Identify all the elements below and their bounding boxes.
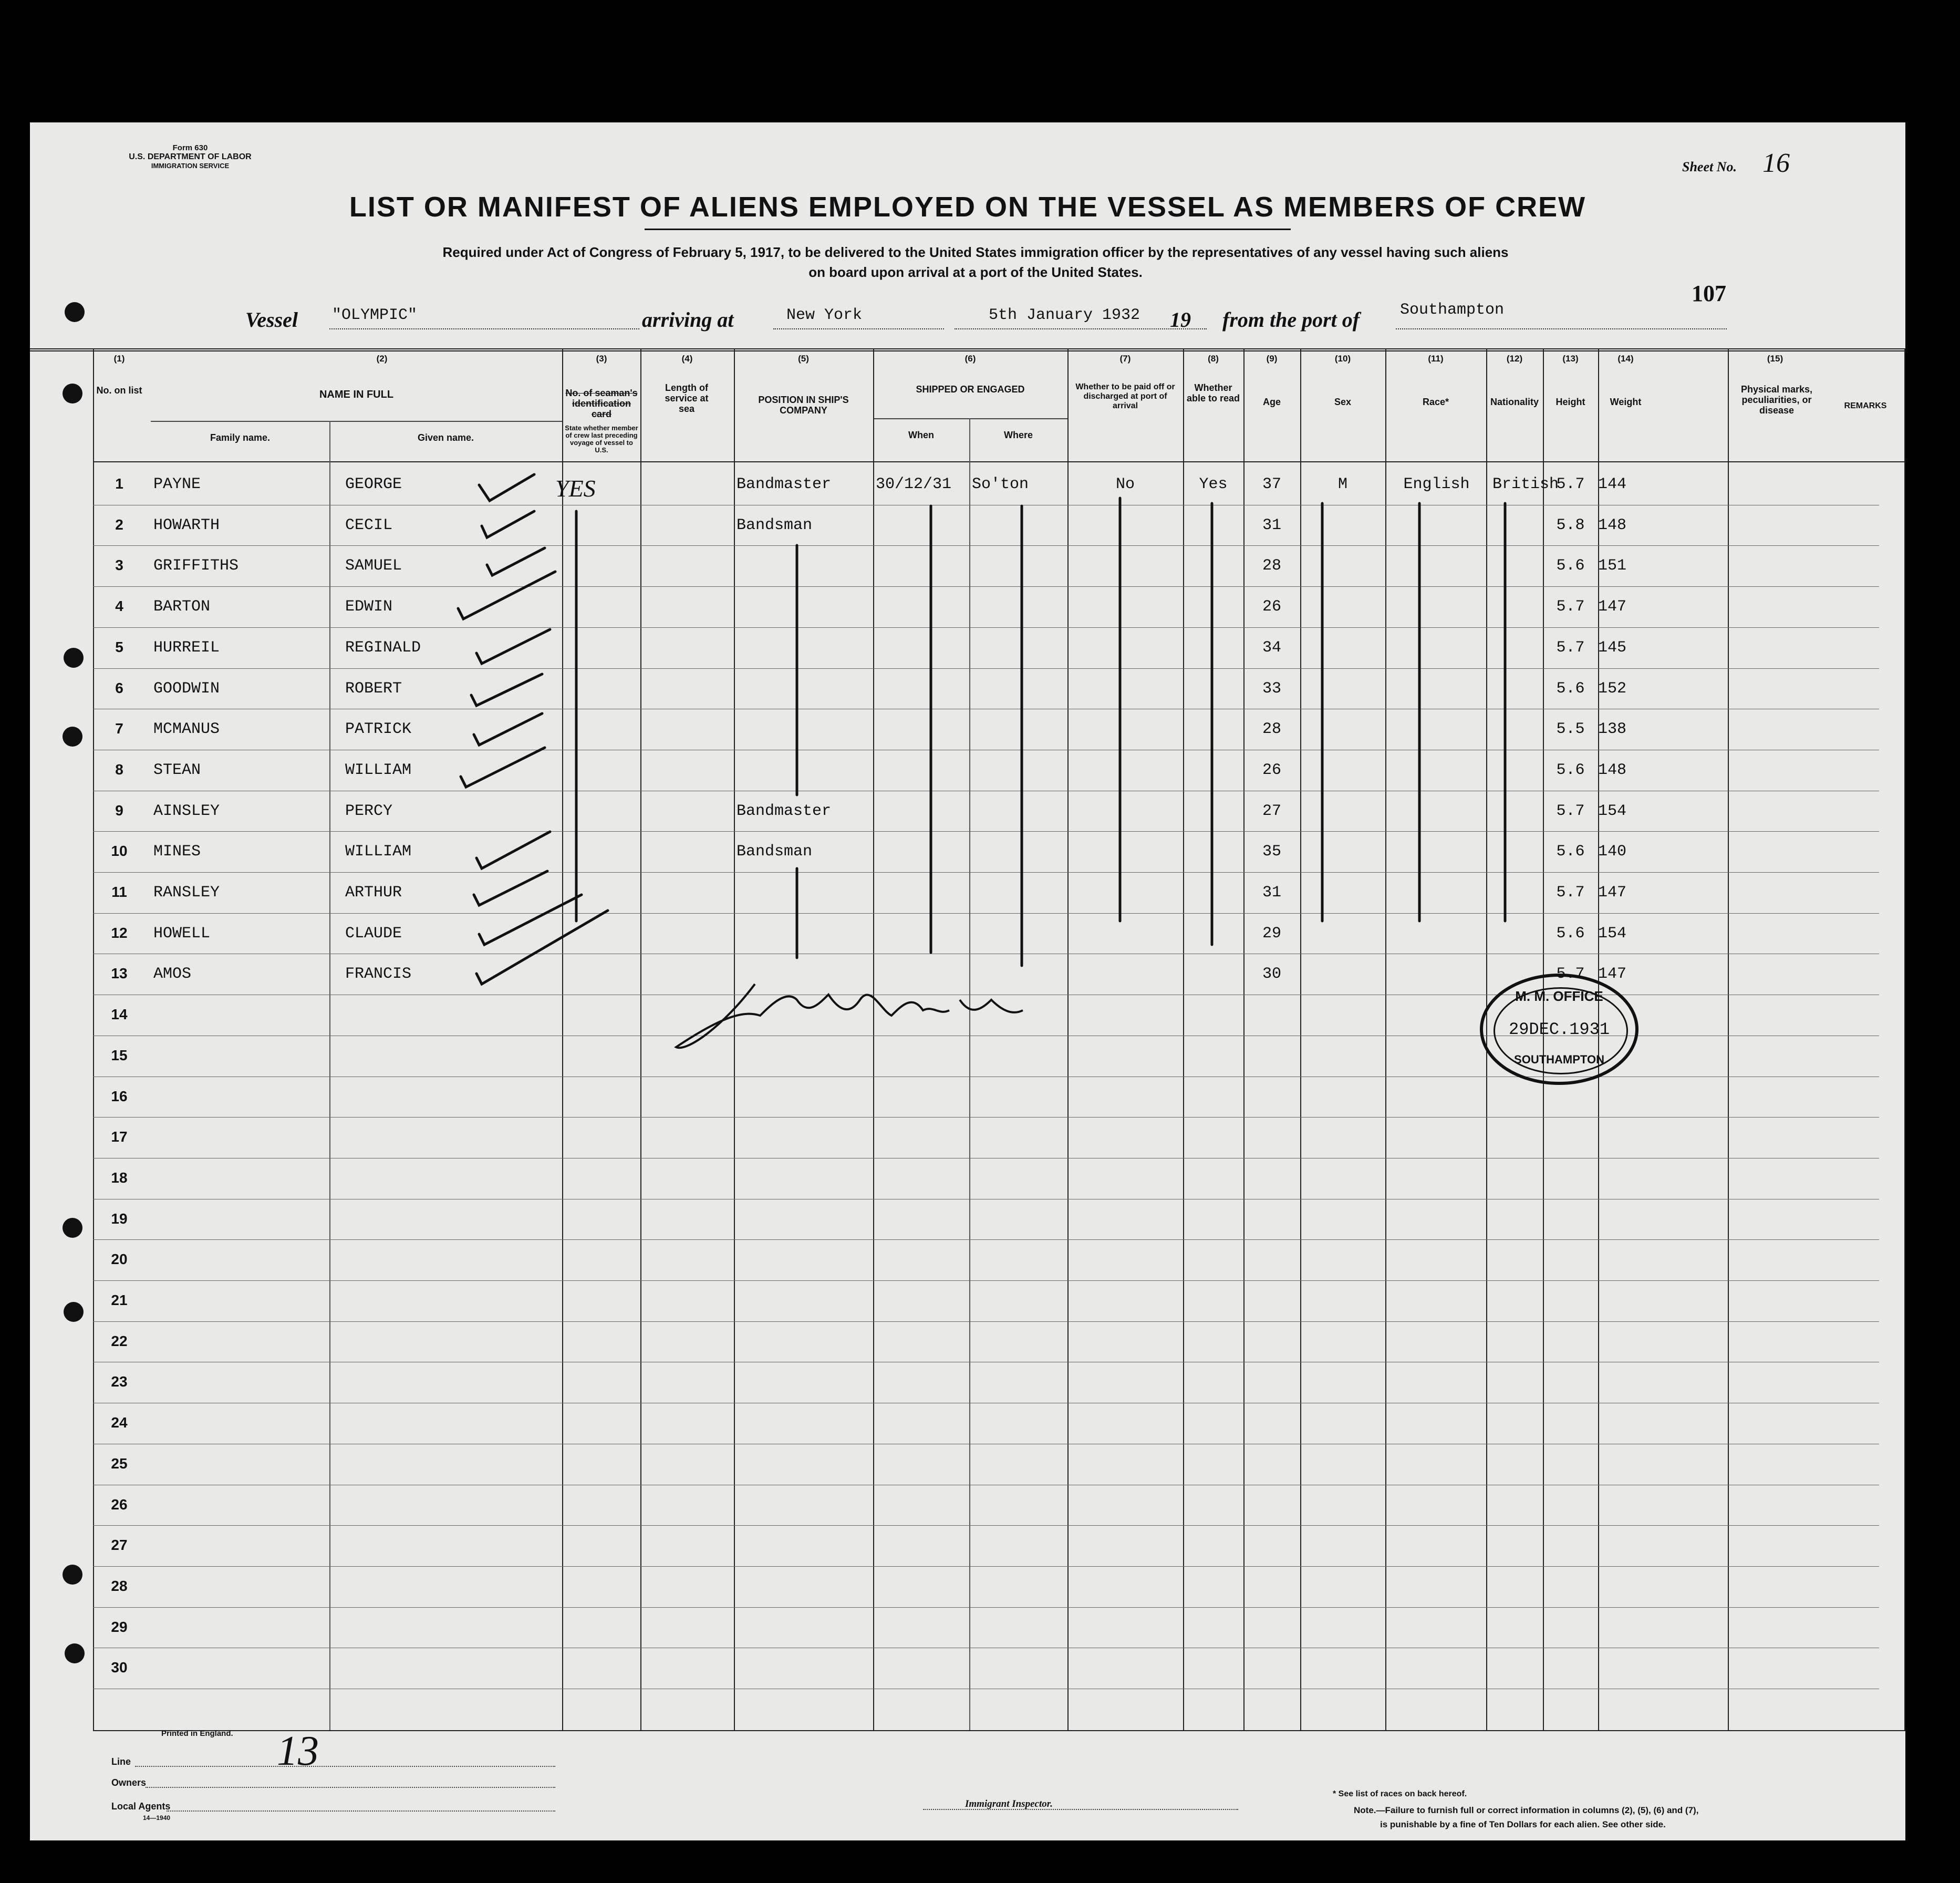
check-mark-icon bbox=[479, 474, 534, 501]
col-2-header: NAME IN FULL bbox=[319, 389, 394, 400]
row-13-height: 5.7 bbox=[1556, 965, 1585, 984]
from-port: Southampton bbox=[1400, 301, 1505, 319]
row-1-paid: No bbox=[1115, 475, 1135, 493]
row-1-age: 37 bbox=[1262, 475, 1281, 493]
row-6-height: 5.6 bbox=[1556, 679, 1585, 698]
agents-underline bbox=[167, 1810, 555, 1812]
row-8-height: 5.6 bbox=[1556, 761, 1585, 779]
punch-hole bbox=[63, 1218, 82, 1238]
row-5-weight: 145 bbox=[1598, 638, 1627, 657]
fine-note-line-1: Note.—Failure to furnish full or correct information in columns (2), (5), (6) and (7), bbox=[1354, 1805, 1699, 1815]
row-1-no: 1 bbox=[115, 475, 123, 492]
row-14-no: 14 bbox=[111, 1006, 128, 1023]
row-6-given: ROBERT bbox=[345, 679, 402, 698]
row-23-no: 23 bbox=[111, 1373, 128, 1390]
row-10-position: Bandsman bbox=[737, 843, 813, 861]
row-5-height: 5.7 bbox=[1556, 638, 1585, 657]
subtitle-line-1: Required under Act of Congress of February 5, 1917, to be delivered to the United States immigration officer by the representatives of any vessel having such aliens bbox=[442, 244, 1509, 260]
from-port-label: from the port of bbox=[1222, 308, 1360, 332]
col-7-header: Whether to be paid off or discharged at port of arrival bbox=[1075, 382, 1175, 410]
service-name: IMMIGRATION SERVICE bbox=[151, 162, 230, 170]
row-20-no: 20 bbox=[111, 1251, 128, 1268]
row-12-height: 5.6 bbox=[1556, 924, 1585, 943]
col-12-header: Nationality bbox=[1490, 397, 1539, 407]
row-3-height: 5.6 bbox=[1556, 557, 1585, 575]
row-9-weight: 154 bbox=[1598, 802, 1627, 820]
punch-hole bbox=[65, 302, 85, 322]
row-1-height: 5.7 bbox=[1556, 475, 1585, 493]
row-4-family: BARTON bbox=[153, 598, 211, 616]
row-13-weight: 147 bbox=[1598, 965, 1627, 984]
row-25-no: 25 bbox=[111, 1455, 128, 1472]
row-27-no: 27 bbox=[111, 1537, 128, 1554]
col-3b-header: State whether member of crew last preceding voyage of vessel to U.S. bbox=[565, 424, 638, 454]
form-code: 14—1940 bbox=[143, 1814, 171, 1822]
row-1-where: So'ton bbox=[972, 475, 1029, 493]
office-stamp bbox=[1480, 974, 1638, 1085]
row-1-when: 30/12/31 bbox=[876, 475, 952, 493]
stamp-date: 29DEC.1931 bbox=[1508, 1020, 1610, 1039]
col-5-header: POSITION IN SHIP'S COMPANY bbox=[758, 395, 849, 416]
punch-hole bbox=[64, 648, 84, 668]
row-11-given: ARTHUR bbox=[345, 884, 402, 902]
check-mark-icon bbox=[474, 871, 547, 905]
punch-hole bbox=[63, 1565, 82, 1585]
col-1-header: No. on list bbox=[96, 385, 142, 396]
vessel-label: Vessel bbox=[245, 308, 298, 332]
row-12-no: 12 bbox=[111, 924, 128, 941]
check-mark-icon bbox=[487, 548, 545, 575]
row-7-weight: 138 bbox=[1598, 720, 1627, 739]
col-2-number: (2) bbox=[376, 354, 388, 364]
col-14-number: (14) bbox=[1617, 354, 1634, 364]
row-21-no: 21 bbox=[111, 1292, 128, 1308]
row-2-height: 5.8 bbox=[1556, 516, 1585, 534]
row-4-weight: 147 bbox=[1598, 598, 1627, 616]
check-mark-icon bbox=[476, 629, 550, 664]
line-underline bbox=[135, 1766, 555, 1767]
punch-hole bbox=[65, 1643, 85, 1663]
row-5-family: HURREIL bbox=[153, 638, 220, 657]
row-8-given: WILLIAM bbox=[345, 761, 412, 779]
row-3-weight: 151 bbox=[1598, 557, 1627, 575]
row-13-given: FRANCIS bbox=[345, 965, 412, 984]
row-4-no: 4 bbox=[115, 598, 123, 615]
col-8-header: Whether able to read bbox=[1186, 382, 1240, 404]
row-13-age: 30 bbox=[1262, 965, 1281, 984]
row-15-no: 15 bbox=[111, 1047, 128, 1063]
row-1-given: GEORGE bbox=[345, 475, 402, 493]
row-7-no: 7 bbox=[115, 720, 123, 737]
row-4-given: EDWIN bbox=[345, 598, 393, 616]
row-12-weight: 154 bbox=[1598, 924, 1627, 943]
row-8-weight: 148 bbox=[1598, 761, 1627, 779]
row-3-family: GRIFFITHS bbox=[153, 557, 239, 575]
sheet-number: 16 bbox=[1762, 148, 1790, 178]
manifest-sheet bbox=[30, 122, 1905, 1840]
row-10-family: MINES bbox=[153, 843, 201, 861]
row-11-height: 5.7 bbox=[1556, 884, 1585, 902]
subtitle-line-2: on board upon arrival at a port of the United States. bbox=[808, 264, 1143, 280]
row-3-no: 3 bbox=[115, 557, 123, 574]
form-number: Form 630 bbox=[172, 143, 208, 152]
row-1-sex: M bbox=[1337, 475, 1347, 493]
year-prefix: 19 bbox=[1170, 308, 1191, 332]
row-9-given: PERCY bbox=[345, 802, 393, 820]
row-12-age: 29 bbox=[1262, 924, 1281, 943]
punch-hole bbox=[64, 1302, 84, 1322]
col-5-number: (5) bbox=[798, 354, 809, 364]
stamp-bottom-text: SOUTHAMPTON bbox=[1514, 1053, 1604, 1066]
row-24-no: 24 bbox=[111, 1414, 128, 1431]
check-mark-icon bbox=[479, 895, 582, 945]
col-6-number: (6) bbox=[965, 354, 976, 364]
row-9-position: Bandmaster bbox=[737, 802, 832, 820]
row-10-height: 5.6 bbox=[1556, 843, 1585, 861]
col-9-number: (9) bbox=[1266, 354, 1278, 364]
col-2a-header: Family name. bbox=[210, 432, 271, 443]
line-label: Line bbox=[111, 1756, 131, 1767]
row-1-race: English bbox=[1403, 475, 1470, 493]
col-15-number: (15) bbox=[1767, 354, 1783, 364]
races-note: * See list of races on back hereof. bbox=[1333, 1789, 1467, 1798]
fine-note-line-2: is punishable by a fine of Ten Dollars for each alien. See other side. bbox=[1380, 1819, 1666, 1829]
col-6b-header: Where bbox=[1003, 430, 1033, 440]
col-16-header: REMARKS bbox=[1844, 401, 1887, 410]
row-11-no: 11 bbox=[111, 884, 127, 900]
row-6-age: 33 bbox=[1262, 679, 1281, 698]
col-11-number: (11) bbox=[1428, 354, 1444, 364]
sheet-label: Sheet No. bbox=[1682, 159, 1737, 174]
col-1-number: (1) bbox=[113, 354, 125, 364]
row-7-given: PATRICK bbox=[345, 720, 412, 739]
row-10-no: 10 bbox=[111, 843, 128, 860]
row-13-family: AMOS bbox=[153, 965, 192, 984]
row-6-no: 6 bbox=[115, 679, 123, 696]
row-7-height: 5.5 bbox=[1556, 720, 1585, 739]
row-9-family: AINSLEY bbox=[153, 802, 220, 820]
row-1-weight: 144 bbox=[1598, 475, 1627, 493]
printed-in-label: Printed in England. bbox=[161, 1729, 233, 1738]
department-name: U.S. DEPARTMENT OF LABOR bbox=[129, 152, 252, 161]
row-1-read: Yes bbox=[1199, 475, 1228, 493]
row-26-no: 26 bbox=[111, 1496, 128, 1513]
col-14-header: Weight bbox=[1610, 397, 1642, 407]
row-12-family: HOWELL bbox=[153, 924, 211, 943]
row-2-position: Bandsman bbox=[737, 516, 813, 534]
row-16-no: 16 bbox=[111, 1088, 128, 1104]
col-13-number: (13) bbox=[1562, 354, 1579, 364]
row-1-position: Bandmaster bbox=[737, 475, 832, 493]
col-4-number: (4) bbox=[681, 354, 693, 364]
check-mark-icon bbox=[476, 911, 608, 984]
row-9-no: 9 bbox=[115, 802, 123, 819]
reference-number: 107 bbox=[1692, 281, 1726, 306]
row-10-given: WILLIAM bbox=[345, 843, 412, 861]
row-5-given: REGINALD bbox=[345, 638, 421, 657]
row-7-family: MCMANUS bbox=[153, 720, 220, 739]
check-mark-icon bbox=[476, 832, 550, 868]
row-5-age: 34 bbox=[1262, 638, 1281, 657]
row-3-age: 28 bbox=[1262, 557, 1281, 575]
row-9-age: 27 bbox=[1262, 802, 1281, 820]
row-2-given: CECIL bbox=[345, 516, 393, 534]
inspector-label: Immigrant Inspector. bbox=[965, 1798, 1053, 1809]
col-6a-header: When bbox=[908, 430, 934, 440]
row-11-family: RANSLEY bbox=[153, 884, 220, 902]
row-2-family: HOWARTH bbox=[153, 516, 220, 534]
row-4-height: 5.7 bbox=[1556, 598, 1585, 616]
row-6-weight: 152 bbox=[1598, 679, 1627, 698]
owners-underline bbox=[146, 1787, 555, 1788]
row-17-no: 17 bbox=[111, 1129, 128, 1145]
row-8-no: 8 bbox=[115, 761, 123, 778]
vessel-name: "OLYMPIC" bbox=[332, 306, 418, 324]
row-1-nationality: British bbox=[1492, 475, 1559, 493]
row-7-age: 28 bbox=[1262, 720, 1281, 739]
col-2b-header: Given name. bbox=[417, 432, 474, 443]
col-9-header: Age bbox=[1262, 397, 1281, 407]
arrival-date: 5th January 1932 bbox=[989, 306, 1140, 324]
row-22-no: 22 bbox=[111, 1332, 128, 1349]
row-8-family: STEAN bbox=[153, 761, 201, 779]
row-2-no: 2 bbox=[115, 516, 123, 533]
col-11-header: Race* bbox=[1422, 397, 1449, 407]
handwriting-layer bbox=[30, 122, 1905, 1840]
row-30-no: 30 bbox=[111, 1659, 128, 1676]
row-5-no: 5 bbox=[115, 638, 123, 655]
row-12-given: CLAUDE bbox=[345, 924, 402, 943]
col-12-number: (12) bbox=[1506, 354, 1523, 364]
col-6-header: SHIPPED OR ENGAGED bbox=[916, 384, 1025, 395]
row-2-age: 31 bbox=[1262, 516, 1281, 534]
punch-hole bbox=[63, 727, 82, 747]
row-4-age: 26 bbox=[1262, 598, 1281, 616]
check-mark-icon bbox=[482, 511, 534, 537]
row-29-no: 29 bbox=[111, 1618, 128, 1635]
row-10-weight: 140 bbox=[1598, 843, 1627, 861]
row-11-age: 31 bbox=[1262, 884, 1281, 902]
col-15-header: Physical marks, peculiarities, or disease bbox=[1740, 384, 1813, 416]
row-28-no: 28 bbox=[111, 1577, 128, 1594]
arriving-port: New York bbox=[786, 306, 863, 324]
col-8-number: (8) bbox=[1208, 354, 1219, 364]
signature-mark bbox=[676, 984, 1023, 1048]
col-10-header: Sex bbox=[1334, 397, 1352, 407]
check-mark-icon bbox=[474, 713, 542, 745]
row-11-weight: 147 bbox=[1598, 884, 1627, 902]
row-18-no: 18 bbox=[111, 1169, 128, 1186]
row-8-age: 26 bbox=[1262, 761, 1281, 779]
row-10-age: 35 bbox=[1262, 843, 1281, 861]
col-13-header: Height bbox=[1555, 397, 1585, 407]
handwritten-count: 13 bbox=[277, 1728, 319, 1774]
document-title: LIST OR MANIFEST OF ALIENS EMPLOYED ON THE VESSEL AS MEMBERS OF CREW bbox=[349, 191, 1586, 223]
agents-label: Local Agents bbox=[111, 1801, 171, 1812]
row-9-height: 5.7 bbox=[1556, 802, 1585, 820]
col-4-header: Length of service at sea bbox=[665, 382, 709, 414]
row-3-given: SAMUEL bbox=[345, 557, 402, 575]
arriving-label: arriving at bbox=[642, 308, 734, 332]
row-1-card: YES bbox=[555, 475, 596, 502]
check-mark-icon bbox=[458, 572, 555, 619]
col-3-number: (3) bbox=[596, 354, 607, 364]
owners-label: Owners bbox=[111, 1777, 147, 1788]
row-19-no: 19 bbox=[111, 1210, 128, 1227]
punch-hole bbox=[63, 384, 82, 404]
row-6-family: GOODWIN bbox=[153, 679, 220, 698]
col-3a-header: No. of seaman's identification card bbox=[565, 388, 638, 419]
row-13-no: 13 bbox=[111, 965, 128, 982]
col-10-number: (10) bbox=[1334, 354, 1351, 364]
col-7-number: (7) bbox=[1119, 354, 1131, 364]
row-2-weight: 148 bbox=[1598, 516, 1627, 534]
row-1-family: PAYNE bbox=[153, 475, 201, 493]
stamp-top-text: M. M. OFFICE bbox=[1515, 988, 1603, 1004]
check-mark-icon bbox=[461, 748, 545, 787]
check-mark-icon bbox=[471, 674, 542, 706]
